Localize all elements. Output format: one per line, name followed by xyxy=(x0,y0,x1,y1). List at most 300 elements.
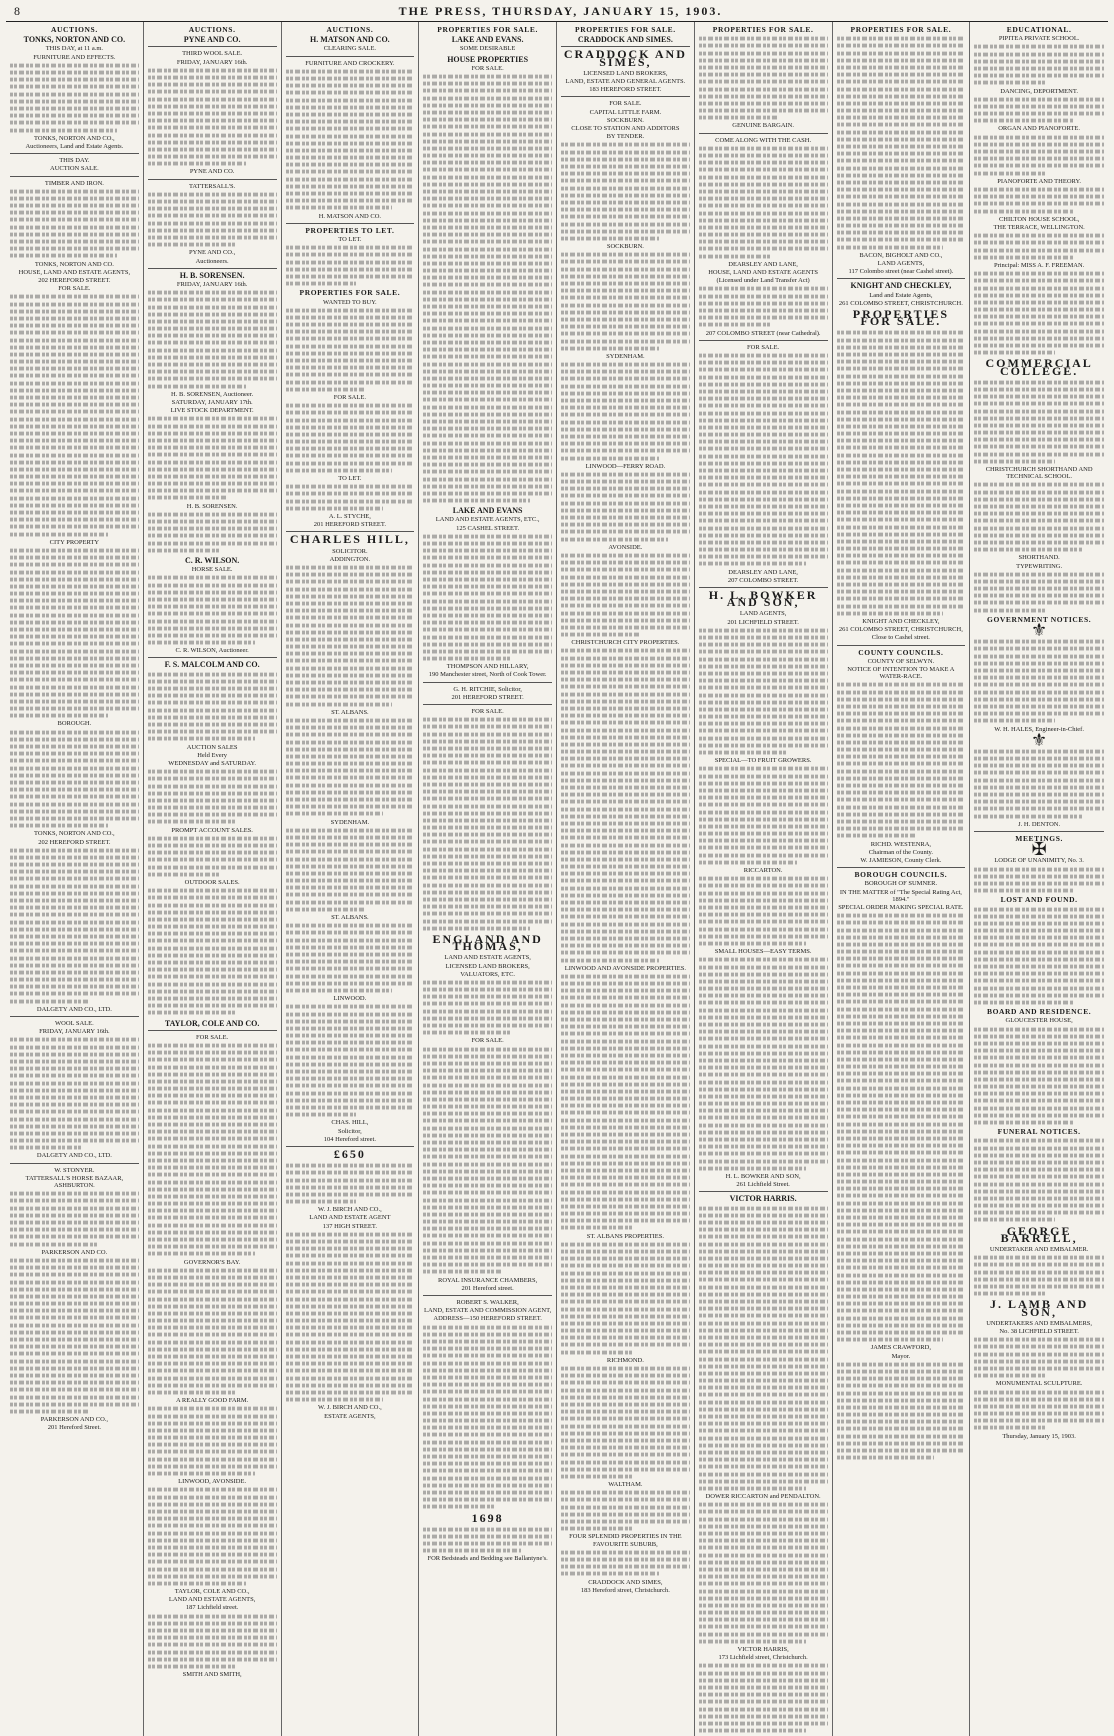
body-text-block xyxy=(10,1257,139,1415)
text-line xyxy=(423,1476,552,1480)
text-line xyxy=(148,341,277,345)
ad-line: 207 COLOMBO STREET (near Cathedral). xyxy=(705,329,821,337)
text-line xyxy=(974,409,1104,413)
text-line xyxy=(423,556,552,560)
ad-line: H. L. BOWKER AND SON, xyxy=(725,1172,801,1180)
ad-line: W. J. BIRCH AND CO., xyxy=(318,1206,382,1214)
text-line xyxy=(699,927,828,931)
ad-line: Close to Cashel street. xyxy=(871,634,930,642)
text-line xyxy=(423,1535,552,1539)
text-line xyxy=(148,715,277,719)
text-line xyxy=(837,1014,966,1018)
text-line xyxy=(699,1458,828,1462)
text-line xyxy=(10,1402,139,1406)
text-line xyxy=(286,872,415,876)
text-line xyxy=(561,1242,690,1246)
text-line xyxy=(561,1039,690,1043)
text-line xyxy=(699,1087,828,1091)
text-line xyxy=(837,389,966,393)
text-line xyxy=(974,402,1104,406)
text-line xyxy=(561,172,690,176)
text-line xyxy=(423,1404,552,1408)
text-line xyxy=(974,142,1104,146)
text-line xyxy=(148,1414,277,1418)
text-line xyxy=(561,561,690,565)
text-line xyxy=(699,934,828,938)
text-line xyxy=(148,1488,277,1492)
text-line xyxy=(286,1261,415,1265)
text-line xyxy=(699,832,828,836)
text-line xyxy=(974,490,1104,494)
text-line xyxy=(837,195,966,199)
text-line xyxy=(148,417,277,421)
text-line xyxy=(561,1403,690,1407)
text-line xyxy=(148,1621,277,1625)
text-line xyxy=(974,395,1104,399)
text-line xyxy=(10,1374,139,1378)
text-line xyxy=(699,1023,828,1027)
text-line xyxy=(423,926,530,930)
text-line xyxy=(423,1126,552,1130)
ad-line: GENUINE BARGAIN. xyxy=(732,122,794,130)
ad-line: DEARSLEY AND LANE, xyxy=(728,568,798,576)
text-line xyxy=(423,919,552,923)
text-line xyxy=(148,355,277,359)
text-line xyxy=(286,886,415,890)
text-line xyxy=(148,872,219,876)
text-line xyxy=(286,673,415,677)
text-line xyxy=(423,154,552,158)
text-line xyxy=(837,993,966,997)
text-line xyxy=(423,125,552,129)
text-line xyxy=(974,351,1054,355)
ad-line: FRIDAY, JANUARY 16th. xyxy=(39,1028,110,1036)
ad-line: LICENSED LAND BROKERS, xyxy=(445,962,530,970)
text-line xyxy=(837,597,966,601)
text-line xyxy=(286,864,415,868)
text-line xyxy=(423,905,552,909)
text-line xyxy=(837,1043,966,1047)
text-line xyxy=(10,913,139,917)
ad-line: CLEARING SALE. xyxy=(323,45,377,53)
text-line xyxy=(423,1047,552,1051)
text-line xyxy=(148,730,277,734)
text-line xyxy=(10,468,139,472)
text-line xyxy=(837,1331,966,1335)
text-line xyxy=(974,1099,1104,1103)
text-line xyxy=(561,1367,690,1371)
text-line xyxy=(699,1671,828,1675)
text-line xyxy=(699,643,828,647)
text-line xyxy=(837,152,966,156)
text-line xyxy=(423,132,552,136)
text-line xyxy=(10,1302,139,1306)
text-line xyxy=(561,893,690,897)
ad-line: C. R. WILSON, Auctioneer. xyxy=(175,647,249,655)
text-line xyxy=(974,1106,1104,1110)
text-line xyxy=(837,489,966,493)
text-line xyxy=(837,942,966,946)
body-text-block xyxy=(148,1405,277,1477)
text-line xyxy=(423,768,552,772)
text-line xyxy=(148,1087,277,1091)
text-line xyxy=(561,1278,690,1282)
body-text-block xyxy=(286,1162,415,1205)
text-line xyxy=(10,446,139,450)
text-line xyxy=(286,1171,415,1175)
text-line xyxy=(974,757,1104,761)
text-line xyxy=(423,1483,552,1487)
text-line xyxy=(561,1467,690,1471)
text-line xyxy=(561,296,690,300)
section-heading: BOARD AND RESIDENCE. xyxy=(986,1007,1092,1017)
text-line xyxy=(561,1169,690,1173)
text-line xyxy=(10,745,139,749)
text-line xyxy=(837,482,966,486)
text-line xyxy=(699,51,828,55)
ad-line: SOME DESIRABLE xyxy=(459,45,516,53)
text-line xyxy=(837,1252,966,1256)
text-line xyxy=(148,90,277,94)
text-line xyxy=(148,799,277,803)
text-line xyxy=(974,135,1104,139)
display-heading: CRADDOCK AND SIMES, xyxy=(563,47,687,69)
text-line xyxy=(837,769,966,773)
text-line xyxy=(561,743,690,747)
text-line xyxy=(423,204,552,208)
text-line xyxy=(561,975,690,979)
text-line xyxy=(837,1420,966,1424)
text-line xyxy=(561,829,690,833)
text-line xyxy=(423,276,552,280)
body-text-block xyxy=(974,571,1104,614)
text-line xyxy=(699,898,828,902)
text-line xyxy=(148,1546,277,1550)
text-line xyxy=(974,74,1104,78)
text-line xyxy=(561,1046,690,1050)
text-line xyxy=(974,241,1104,245)
body-text-block xyxy=(148,835,277,878)
divider-rule xyxy=(286,56,415,57)
text-line xyxy=(286,267,415,271)
text-line xyxy=(561,1090,690,1094)
ad-line: CITY PROPERTY xyxy=(49,538,100,546)
text-line xyxy=(10,85,139,89)
text-line xyxy=(561,310,690,314)
text-line xyxy=(561,1147,690,1151)
text-line xyxy=(286,879,415,883)
text-line xyxy=(699,1510,828,1514)
text-line xyxy=(286,805,415,809)
text-line xyxy=(148,694,277,698)
text-line xyxy=(148,1195,277,1199)
section-heading: BOROUGH COUNCILS. xyxy=(854,870,948,880)
text-line xyxy=(837,1007,966,1011)
text-line xyxy=(699,1102,828,1106)
ad-line: FOUR SPLENDID PROPERTIES IN THE FAVOURITE SUBURB, xyxy=(569,1533,682,1548)
text-line xyxy=(10,424,139,428)
text-line xyxy=(561,1505,690,1509)
text-line xyxy=(561,597,690,601)
text-line xyxy=(286,1070,415,1074)
text-line xyxy=(561,1075,690,1079)
text-line xyxy=(423,642,552,646)
text-line xyxy=(837,547,966,551)
ad-line: LAND AND ESTATE AGENTS, xyxy=(444,954,531,962)
text-line xyxy=(148,97,277,101)
section-heading: PROPERTIES FOR SALE. xyxy=(575,25,676,34)
text-line xyxy=(423,1347,552,1351)
text-line xyxy=(974,986,1104,990)
ad-line: HOUSE, LAND AND ESTATE AGENTS, xyxy=(18,268,131,276)
text-line xyxy=(148,147,277,151)
text-line xyxy=(286,587,415,591)
text-line xyxy=(974,1121,1073,1125)
divider-rule xyxy=(837,278,966,279)
display-heading: £650 xyxy=(333,1146,366,1161)
text-line xyxy=(974,67,1104,71)
text-line xyxy=(699,729,828,733)
crest-emblem: ⚜ xyxy=(1031,620,1048,641)
text-line xyxy=(974,97,1104,101)
text-line xyxy=(561,1176,690,1180)
text-line xyxy=(561,157,690,161)
ad-line: LAND AND ESTATE AGENTS, xyxy=(168,1596,256,1604)
text-line xyxy=(699,540,828,544)
text-line xyxy=(148,155,277,159)
text-line xyxy=(148,1304,277,1308)
text-line xyxy=(837,762,966,766)
text-line xyxy=(561,193,690,197)
text-line xyxy=(837,719,966,723)
text-line xyxy=(148,1340,277,1344)
text-line xyxy=(148,641,255,645)
text-line xyxy=(286,702,393,706)
ad-line: ROBERT S. WALKER, xyxy=(456,1299,519,1307)
text-line xyxy=(148,1553,277,1557)
text-line xyxy=(699,1206,828,1210)
column-5 xyxy=(557,22,695,1736)
text-line xyxy=(974,950,1104,954)
text-line xyxy=(10,692,139,696)
ad-line: SHORTHAND. xyxy=(1018,554,1060,562)
text-line xyxy=(148,946,277,950)
ad-line: TONKS, NORTON AND CO. xyxy=(34,260,114,268)
text-line xyxy=(561,1527,632,1531)
text-line xyxy=(286,163,415,167)
text-line xyxy=(699,994,828,998)
text-line xyxy=(974,814,1082,818)
text-line xyxy=(10,927,139,931)
text-line xyxy=(148,1436,277,1440)
text-line xyxy=(423,1002,552,1006)
text-line xyxy=(837,1273,966,1277)
text-line xyxy=(286,938,415,942)
ad-line: GOVERNOR'S BAY. xyxy=(183,1258,241,1266)
text-line xyxy=(699,1729,806,1733)
text-line xyxy=(699,94,828,98)
body-text-block xyxy=(286,827,415,913)
text-line xyxy=(423,775,552,779)
text-line xyxy=(699,66,828,70)
body-text-block xyxy=(148,1486,277,1587)
text-line xyxy=(561,568,690,572)
text-line xyxy=(148,1383,277,1387)
text-line xyxy=(286,351,415,355)
text-line xyxy=(699,102,828,106)
text-line xyxy=(699,80,828,84)
text-line xyxy=(423,326,552,330)
section-heading: AUCTIONS. xyxy=(188,25,236,34)
text-line xyxy=(148,910,277,914)
text-line xyxy=(148,858,277,862)
text-line xyxy=(148,1472,255,1476)
text-line xyxy=(148,446,277,450)
text-line xyxy=(699,1560,828,1564)
text-line xyxy=(423,995,552,999)
text-line xyxy=(561,1550,690,1554)
text-line xyxy=(699,1546,828,1550)
text-line xyxy=(148,1268,277,1272)
columns xyxy=(6,22,1108,1679)
text-line xyxy=(699,1314,828,1318)
text-line xyxy=(286,989,393,993)
ad-line: BY TENDER. xyxy=(606,133,645,141)
text-line xyxy=(148,119,277,123)
ad-line: W. JAMIESON, County Clerk. xyxy=(860,856,942,864)
text-line xyxy=(974,1049,1104,1053)
body-text-block xyxy=(561,251,690,352)
text-line xyxy=(561,370,690,374)
text-line xyxy=(148,1531,277,1535)
text-line xyxy=(148,431,277,435)
text-line xyxy=(423,499,530,503)
text-line xyxy=(699,965,828,969)
body-text-block xyxy=(286,244,415,287)
divider-rule xyxy=(148,1030,277,1031)
text-line xyxy=(699,1415,828,1419)
text-line xyxy=(423,606,552,610)
text-line xyxy=(148,1094,277,1098)
text-line xyxy=(286,1077,415,1081)
ad-line: COUNTY OF SELWYN. xyxy=(867,657,935,665)
text-line xyxy=(148,1252,255,1256)
text-line xyxy=(699,218,828,222)
text-line xyxy=(423,1354,552,1358)
section-heading: LOST AND FOUND. xyxy=(1000,895,1078,905)
text-line xyxy=(10,685,139,689)
text-line xyxy=(974,195,1104,199)
text-line xyxy=(148,1457,277,1461)
ad-line: PARKERSON AND CO. xyxy=(41,1248,108,1256)
text-line xyxy=(974,979,1104,983)
text-line xyxy=(974,293,1104,297)
text-line xyxy=(699,309,828,313)
text-line xyxy=(423,739,552,743)
text-line xyxy=(148,1290,277,1294)
text-line xyxy=(10,949,139,953)
text-line xyxy=(837,37,966,41)
text-line xyxy=(148,1319,277,1323)
text-line xyxy=(837,986,966,990)
text-line xyxy=(561,267,690,271)
text-line xyxy=(10,759,139,763)
text-line xyxy=(561,150,690,154)
text-line xyxy=(837,1050,966,1054)
text-line xyxy=(148,327,277,331)
text-line xyxy=(423,1491,552,1495)
text-line xyxy=(837,80,966,84)
text-line xyxy=(561,1190,690,1194)
text-line xyxy=(561,1140,690,1144)
text-line xyxy=(148,1166,277,1170)
text-line xyxy=(148,1180,277,1184)
text-line xyxy=(561,989,690,993)
text-line xyxy=(837,367,966,371)
text-line xyxy=(10,1359,139,1363)
text-line xyxy=(561,951,690,955)
text-line xyxy=(423,139,552,143)
text-line xyxy=(699,825,828,829)
ad-line: ADDINGTON. xyxy=(329,555,371,563)
text-line xyxy=(561,1068,690,1072)
text-line xyxy=(148,1347,277,1351)
text-line xyxy=(837,109,966,113)
text-line xyxy=(148,997,277,1001)
text-line xyxy=(10,1410,90,1414)
text-line xyxy=(561,1250,690,1254)
text-line xyxy=(286,828,415,832)
body-text-block xyxy=(974,96,1104,125)
text-line xyxy=(561,1446,690,1450)
ad-line: FOR SALE. xyxy=(471,1037,504,1045)
text-line xyxy=(699,803,828,807)
crest-emblem: ✠ xyxy=(1031,839,1047,860)
text-line xyxy=(10,331,139,335)
text-line xyxy=(699,686,828,690)
ad-line: TAYLOR, COLE AND CO., xyxy=(174,1588,250,1596)
body-text-block xyxy=(148,768,277,826)
text-line xyxy=(561,1032,690,1036)
text-line xyxy=(837,1316,966,1320)
masthead xyxy=(6,4,1108,22)
text-line xyxy=(699,877,828,881)
text-line xyxy=(974,1405,1104,1409)
text-line xyxy=(10,781,139,785)
body-text-block xyxy=(561,361,690,462)
text-line xyxy=(561,1460,690,1464)
ad-line: 202 HEREFORD STREET. xyxy=(38,838,111,846)
text-line xyxy=(561,260,690,264)
text-line xyxy=(286,953,415,957)
text-line xyxy=(974,1070,1104,1074)
text-line xyxy=(837,733,966,737)
text-line xyxy=(286,857,415,861)
text-line xyxy=(148,939,277,943)
text-line xyxy=(974,647,1104,651)
text-line xyxy=(699,548,828,552)
display-heading: PROPERTIES FOR SALE. xyxy=(852,307,949,329)
text-line xyxy=(974,483,1104,487)
text-line xyxy=(10,985,139,989)
text-line xyxy=(148,806,277,810)
text-line xyxy=(423,118,552,122)
text-line xyxy=(837,568,966,572)
text-line xyxy=(837,1057,966,1061)
text-line xyxy=(148,1665,237,1669)
text-line xyxy=(148,836,277,840)
text-line xyxy=(837,353,966,357)
